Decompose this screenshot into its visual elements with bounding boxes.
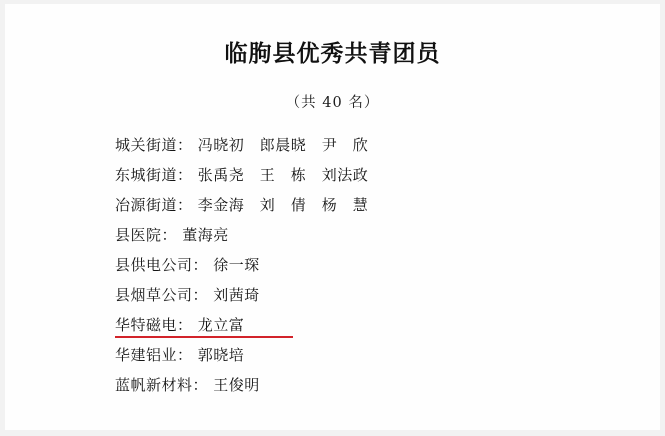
organization-label: 县医院： bbox=[115, 226, 178, 244]
organization-label: 城关街道： bbox=[115, 136, 193, 154]
list-item-highlighted bbox=[115, 310, 585, 340]
organization-label: 蓝帆新材料： bbox=[115, 376, 209, 394]
honoree-names: 李金海 刘 倩 杨 慧 bbox=[197, 196, 369, 214]
list-item bbox=[115, 280, 585, 310]
page-edge-bottom bbox=[0, 430, 665, 436]
list-item bbox=[115, 370, 585, 400]
organization-label: 县烟草公司： bbox=[115, 286, 209, 304]
honoree-names: 王俊明 bbox=[213, 376, 260, 394]
honoree-list bbox=[115, 130, 585, 400]
organization-label: 华建铝业： bbox=[115, 346, 193, 364]
page-subtitle: （共 40 名） bbox=[285, 94, 380, 111]
page-title: 临朐县优秀共青团员 bbox=[224, 40, 441, 67]
honoree-names: 郭晓培 bbox=[197, 346, 245, 364]
honoree-names: 刘茜琦 bbox=[213, 286, 260, 304]
organization-label: 华特磁电： bbox=[115, 316, 193, 334]
honoree-names: 冯晓初 郎晨晓 尹 欣 bbox=[197, 136, 369, 154]
list-item bbox=[115, 340, 585, 370]
organization-label: 东城街道： bbox=[115, 166, 193, 184]
honoree-names: 董海亮 bbox=[182, 226, 229, 244]
list-item bbox=[115, 160, 585, 190]
organization-label: 县供电公司： bbox=[115, 256, 209, 274]
organization-label: 冶源街道： bbox=[115, 196, 193, 214]
honoree-names: 张禹尧 王 栋 刘法政 bbox=[197, 166, 369, 184]
list-item bbox=[115, 250, 585, 280]
honoree-names: 徐一琛 bbox=[213, 256, 260, 274]
list-item bbox=[115, 130, 585, 160]
honoree-names: 龙立富 bbox=[197, 316, 245, 334]
list-item bbox=[115, 190, 585, 220]
list-item bbox=[115, 220, 585, 250]
red-underline-annotation bbox=[115, 336, 293, 339]
